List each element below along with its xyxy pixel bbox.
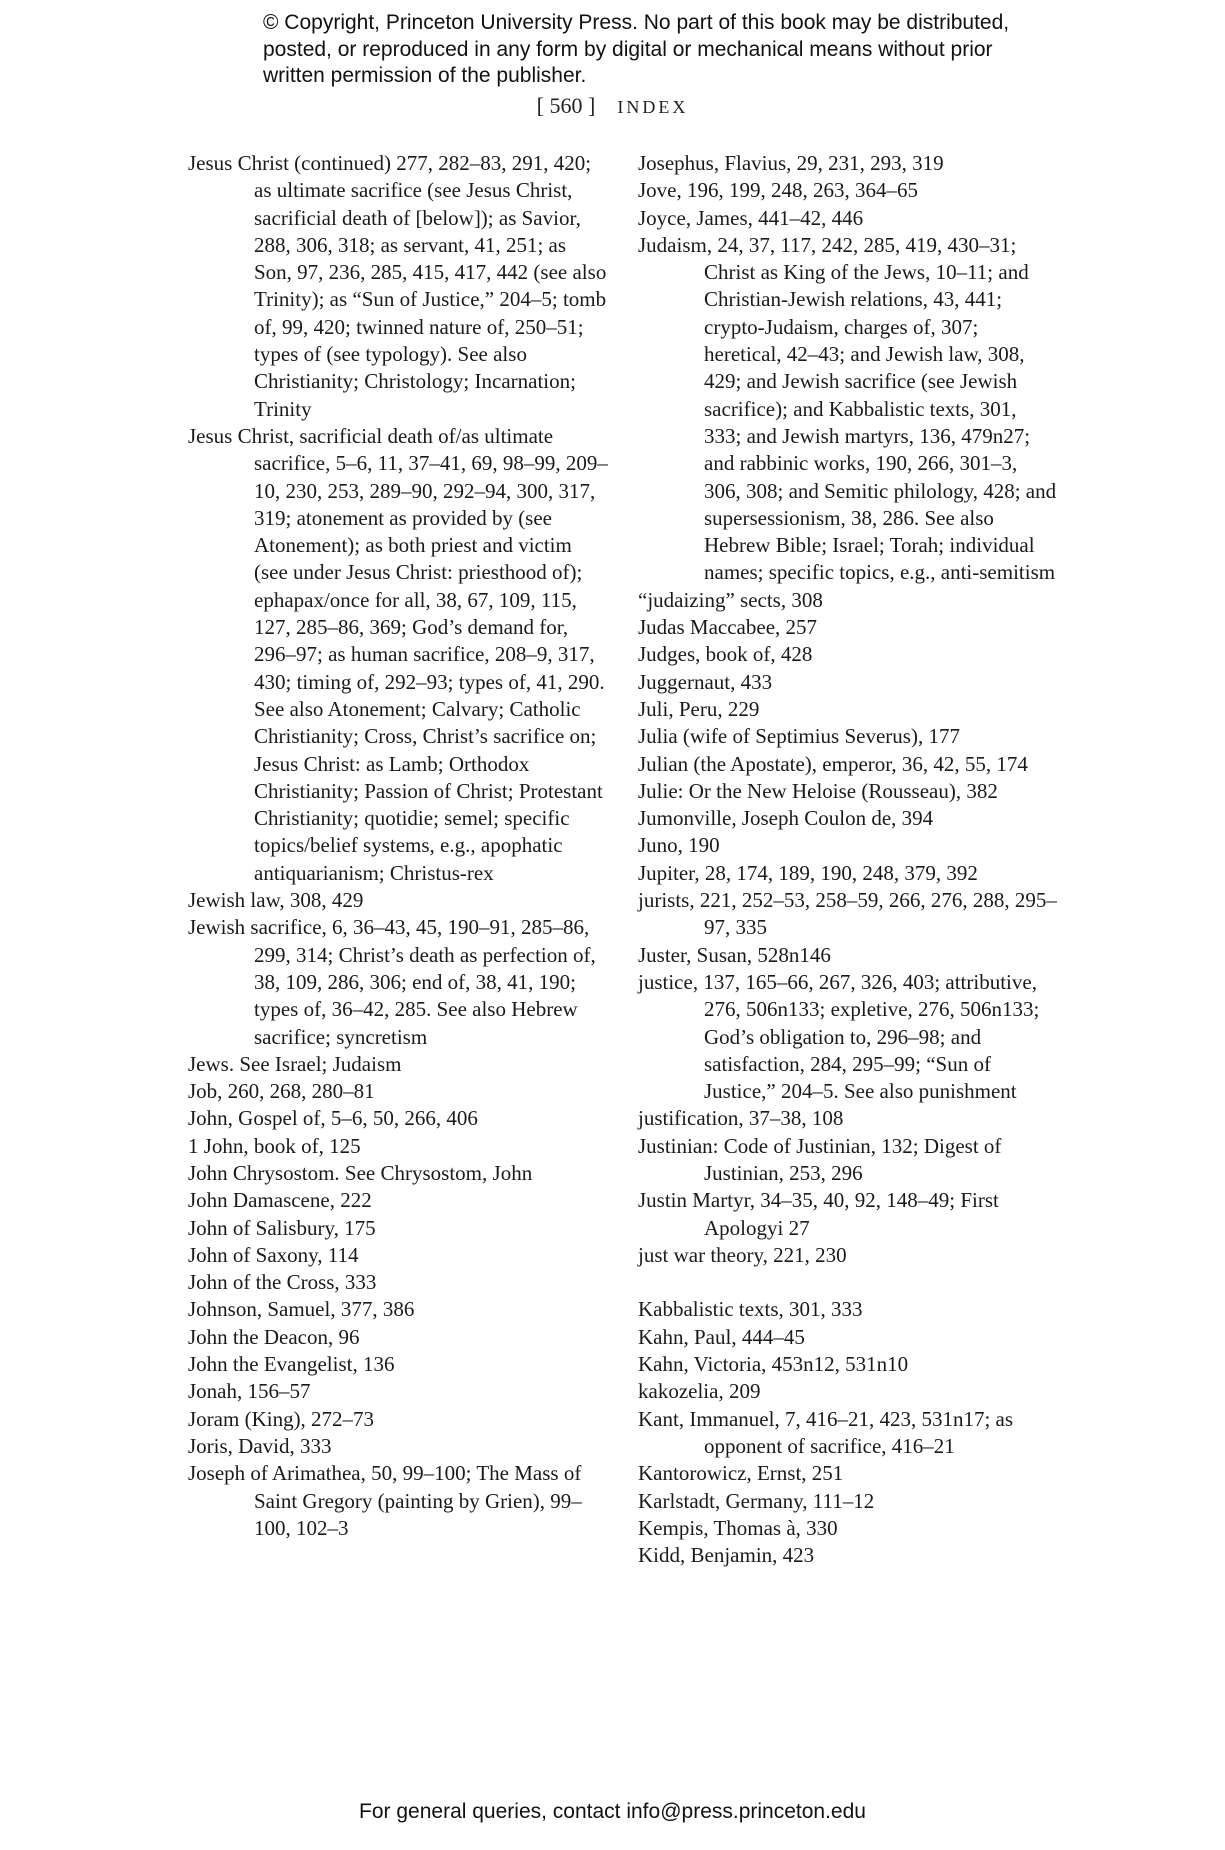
index-entry: Judaism, 24, 37, 117, 242, 285, 419, 430–31; Christ as King of the Jews, 10–11; and Christian-Jewish relations, 43, 441; crypto-Judaism, charges of, 307; heretical, 42–43; and Jewish law, 308, 429; and Jewish sacrifice (see Jewish sacrifice); and Kabbalistic texts, 301, 333; and Jewish martyrs, 136, 479n27; and rabbinic works, 190, 266, 301–3, 306, 308; and Semitic philology, 428; and supersessionism, 38, 286. See also Hebrew Bible; Israel; Torah; individual names; specific topics, e.g., anti-semitism bbox=[638, 232, 1057, 585]
index-entry: John Damascene, 222 bbox=[188, 1188, 372, 1213]
index-entry: Kidd, Benjamin, 423 bbox=[638, 1543, 815, 1568]
index-entry: Justin Martyr, 34–35, 40, 92, 148–49; First Apologyi 27 bbox=[638, 1188, 999, 1240]
index-column-left bbox=[188, 150, 608, 1542]
index-entry: Job, 260, 268, 280–81 bbox=[188, 1079, 375, 1104]
index-entry: Jupiter, 28, 174, 189, 190, 248, 379, 392 bbox=[638, 860, 978, 885]
index-entry: Joram (King), 272–73 bbox=[188, 1406, 375, 1431]
index-entry: Jonah, 156–57 bbox=[188, 1379, 311, 1404]
index-entry: Joyce, James, 441–42, 446 bbox=[638, 205, 864, 230]
index-entry: John, Gospel of, 5–6, 50, 266, 406 bbox=[188, 1106, 478, 1131]
letter-section-gap bbox=[638, 1269, 1058, 1296]
index-entry: Juli, Peru, 229 bbox=[638, 696, 760, 721]
index-entry: Kantorowicz, Ernst, 251 bbox=[638, 1461, 844, 1486]
contact-footer: For general queries, contact info@press.princeton.edu bbox=[359, 1800, 866, 1823]
index-entry: John of the Cross, 333 bbox=[188, 1270, 377, 1295]
index-entry: Karlstadt, Germany, 111–12 bbox=[638, 1488, 875, 1513]
index-entry: Jove, 196, 199, 248, 263, 364–65 bbox=[638, 178, 918, 203]
index-entry: John of Salisbury, 175 bbox=[188, 1215, 376, 1240]
index-entry: justification, 37–38, 108 bbox=[638, 1106, 844, 1131]
index-entry: Juggernaut, 433 bbox=[638, 669, 773, 694]
index-entry: Kahn, Paul, 444–45 bbox=[638, 1324, 805, 1349]
index-entry: Kabbalistic texts, 301, 333 bbox=[638, 1297, 863, 1322]
index-entry: jurists, 221, 252–53, 258–59, 266, 276, 288, 295–97, 335 bbox=[638, 888, 1057, 940]
running-head bbox=[0, 93, 1225, 119]
index-entry: Juno, 190 bbox=[638, 833, 720, 858]
index-entry: Julia (wife of Septimius Severus), 177 bbox=[638, 724, 960, 749]
index-entry: Jewish sacrifice, 6, 36–43, 45, 190–91, 285–86, 299, 314; Christ’s death as perfection of, 38, 109, 286, 306; end of, 38, 41, 190; types of, 36–42, 285. See also Hebrew sacrifice; syncretism bbox=[188, 915, 596, 1049]
index-entry: Joris, David, 333 bbox=[188, 1433, 332, 1458]
index-entry: Juster, Susan, 528n146 bbox=[638, 942, 831, 967]
index-entry: kakozelia, 209 bbox=[638, 1379, 761, 1404]
index-entry: Jesus Christ, sacrificial death of/as ultimate sacrifice, 5–6, 11, 37–41, 69, 98–99, 209–10, 230, 253, 289–90, 292–94, 300, 317, 319; atonement as provided by (see Atonement); as both priest and victim (see under Jesus Christ: priesthood of); ephapax/once for all, 38, 67, 109, 115, 127, 285–86, 369; God’s demand for, 296–97; as human sacrifice, 208–9, 317, 430; timing of, 292–93; types of, 41, 290. See also Atonement; Calvary; Catholic Christianity; Cross, Christ’s sacrifice on; Jesus Christ: as Lamb; Orthodox Christianity; Passion of Christ; Protestant Christianity; quotidie; semel; specific topics/belief systems, e.g., apophatic antiquarianism; Christus-rex bbox=[188, 423, 608, 885]
copyright-notice: © Copyright, Princeton University Press. No part of this book may be distributed, posted, or reproduced in any form by digital or mechanical means without prior written permission of the publisher. bbox=[263, 11, 1010, 87]
index-entry: Justinian: Code of Justinian, 132; Digest of Justinian, 253, 296 bbox=[638, 1133, 1002, 1185]
index-column-right bbox=[638, 150, 1058, 1569]
index-entry: Julian (the Apostate), emperor, 36, 42, 55, 174 bbox=[638, 751, 1028, 776]
index-entry: John Chrysostom. See Chrysostom, John bbox=[188, 1160, 533, 1185]
index-entry: Jesus Christ (continued) 277, 282–83, 291, 420; as ultimate sacrifice (see Jesus Christ, sacrificial death of [below]); as Savior, 288, 306, 318; as servant, 41, 251; as Son, 97, 236, 285, 415, 417, 442 (see also Trinity); as “Sun of Justice,” 204–5; tomb of, 99, 420; twinned nature of, 250–51; types of (see typology). See also Christianity; Christology; Incarnation; Trinity bbox=[188, 151, 607, 421]
page-number: [ 560 ] bbox=[536, 93, 596, 118]
index-entry: Kempis, Thomas à, 330 bbox=[638, 1515, 838, 1540]
index-entry: Kahn, Victoria, 453n12, 531n10 bbox=[638, 1352, 909, 1377]
index-entry: Jewish law, 308, 429 bbox=[188, 888, 364, 913]
index-entry: justice, 137, 165–66, 267, 326, 403; attributive, 276, 506n133; expletive, 276, 506n133; God’s obligation to, 296–98; and satisfaction, 284, 295–99; “Sun of Justice,” 204–5. See also punishment bbox=[638, 969, 1040, 1104]
section-title: INDEX bbox=[617, 97, 689, 117]
index-entry: Jumonville, Joseph Coulon de, 394 bbox=[638, 806, 934, 831]
index-entry: 1 John, book of, 125 bbox=[188, 1133, 361, 1158]
index-entry: Judges, book of, 428 bbox=[638, 642, 813, 667]
index-entry: John of Saxony, 114 bbox=[188, 1242, 359, 1267]
index-entry: Judas Maccabee, 257 bbox=[638, 615, 818, 640]
index-entry: just war theory, 221, 230 bbox=[638, 1242, 847, 1267]
index-entry: Kant, Immanuel, 7, 416–21, 423, 531n17; as opponent of sacrifice, 416–21 bbox=[638, 1406, 1014, 1458]
index-entry: Joseph of Arimathea, 50, 99–100; The Mass of Saint Gregory (painting by Grien), 99–100, 102–3 bbox=[188, 1461, 582, 1540]
index-entry: John the Deacon, 96 bbox=[188, 1324, 360, 1349]
index-entry: Jews. See Israel; Judaism bbox=[188, 1051, 402, 1076]
index-entry: Julie: Or the New Heloise (Rousseau), 382 bbox=[638, 778, 998, 803]
index-entry: Josephus, Flavius, 29, 231, 293, 319 bbox=[638, 151, 944, 175]
index-entry: John the Evangelist, 136 bbox=[188, 1352, 395, 1377]
index-entry: Johnson, Samuel, 377, 386 bbox=[188, 1297, 415, 1322]
index-entry: “judaizing” sects, 308 bbox=[638, 587, 823, 612]
